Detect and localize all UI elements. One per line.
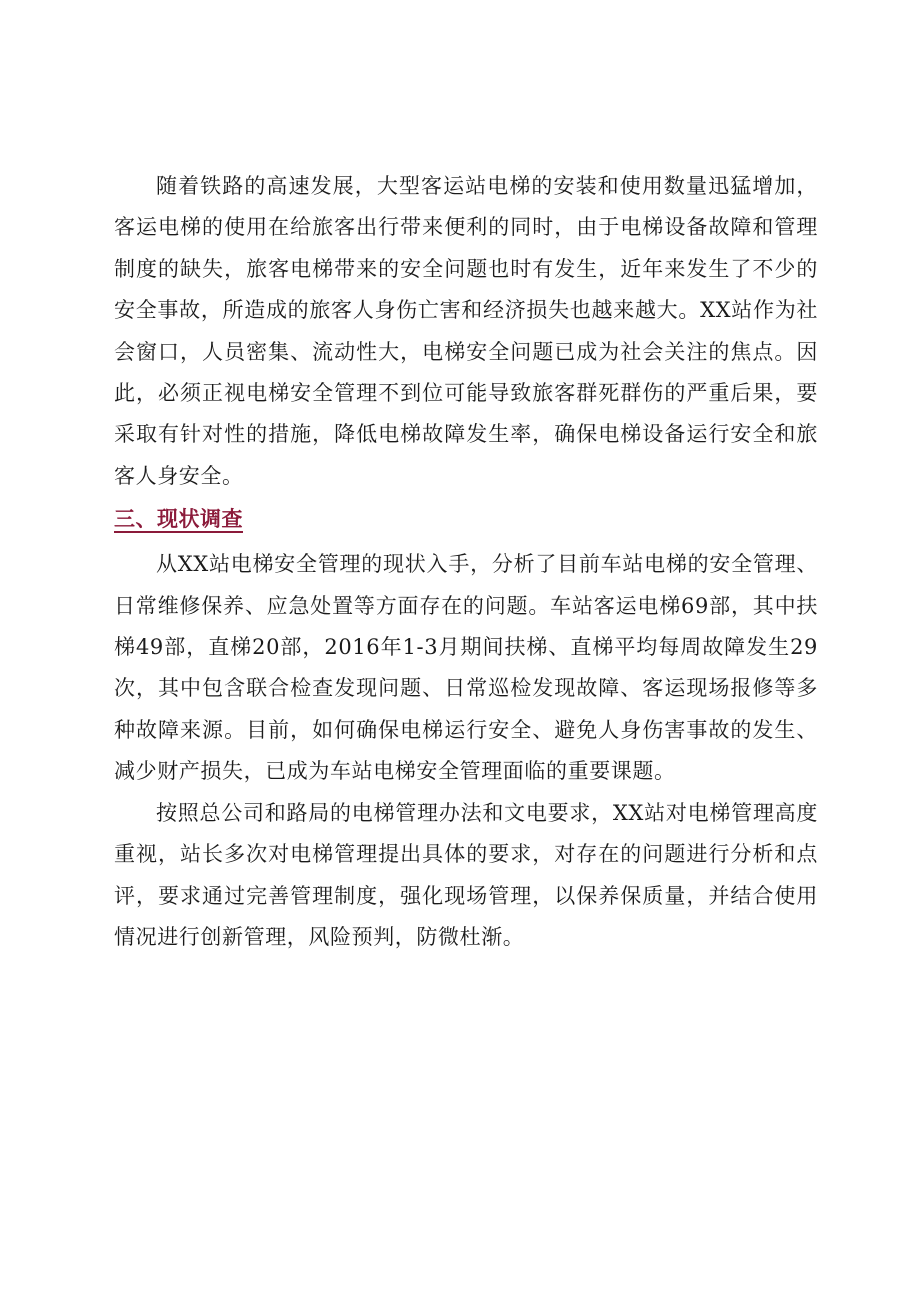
paragraph-management-requirements: 按照总公司和路局的电梯管理办法和文电要求，XX站对电梯管理高度重视，站长多次对电梯管理提出具体的要求，对存在的问题进行分析和点评，要求通过完善管理制度，强化现场管理，以保养保质量，并结合使用情况进行创新管理，风险预判，防微杜渐。: [114, 800, 818, 949]
paragraph-background: 随着铁路的高速发展，大型客运站电梯的安装和使用数量迅猛增加，客运电梯的使用在给旅客出行带来便利的同时，由于电梯设备故障和管理制度的缺失，旅客电梯带来的安全问题也时有发生，近年来发生了不少的安全事故，所造成的旅客人身伤亡害和经济损失也越来越大。XX站作为社会窗口，人员密集、流动性大，电梯安全问题已成为社会关注的焦点。因此，必须正视电梯安全管理不到位可能导致旅客群死群伤的严重后果，要采取有针对性的措施，降低电梯故障发生率，确保电梯设备运行安全和旅客人身安全。: [114, 174, 818, 488]
paragraph-status-analysis: 从XX站电梯安全管理的现状入手，分析了目前车站电梯的安全管理、日常维修保养、应急处置等方面存在的问题。车站客运电梯69部，其中扶梯49部，直梯20部，2016年1-3月期间扶梯、直梯平均每周故障发生29次，其中包含联合检查发现问题、日常巡检发现故障、客运现场报修等多种故障来源。目前，如何确保电梯运行安全、避免人身伤害事故的发生、减少财产损失，已成为车站电梯安全管理面临的重要课题。: [114, 552, 818, 784]
section-heading-text: 三、现状调查: [114, 507, 243, 532]
document-body: [114, 166, 818, 958]
section-heading-status-survey: [114, 499, 818, 540]
